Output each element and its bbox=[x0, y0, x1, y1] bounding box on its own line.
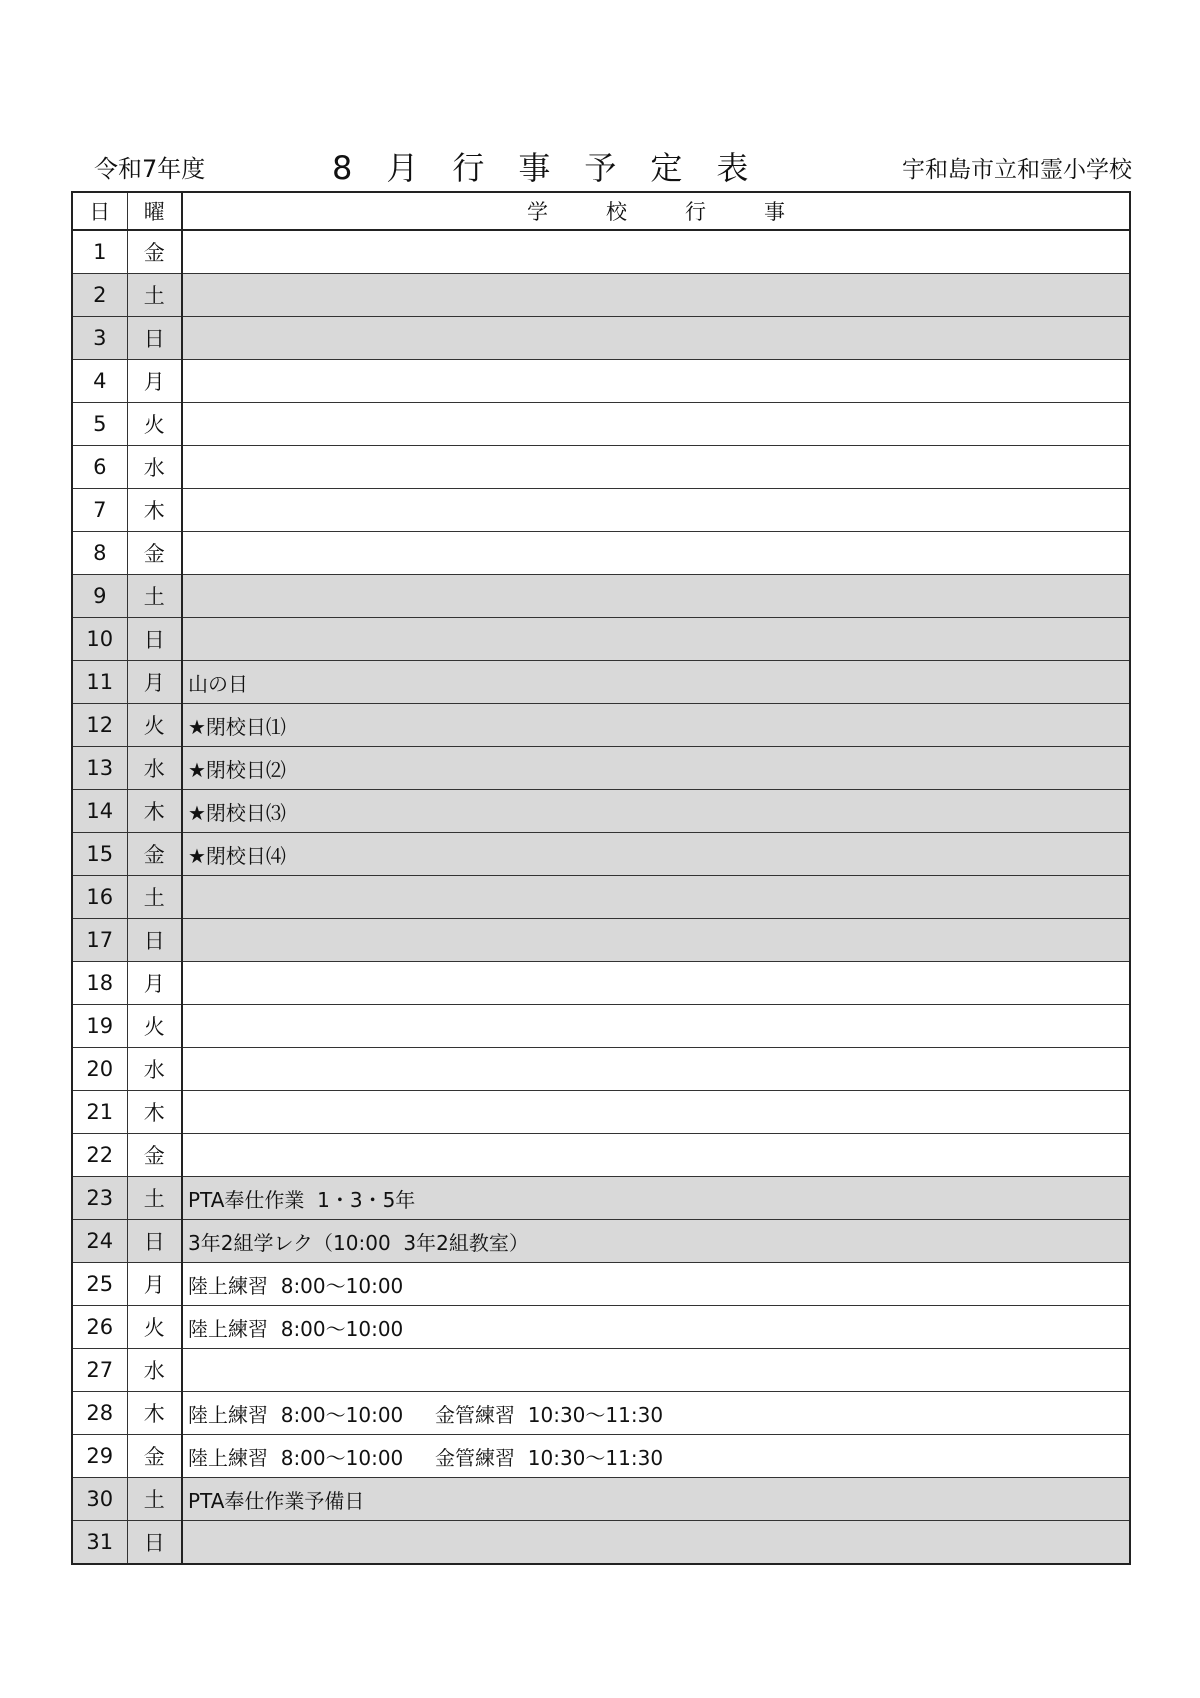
event-cell bbox=[182, 1349, 1130, 1392]
weekday-cell: 土 bbox=[127, 575, 182, 618]
table-row bbox=[72, 962, 1130, 1005]
table-row bbox=[72, 532, 1130, 575]
event-cell bbox=[182, 618, 1130, 661]
weekday-cell: 木 bbox=[127, 1091, 182, 1134]
weekday-cell: 金 bbox=[127, 1435, 182, 1478]
event-cell bbox=[182, 575, 1130, 618]
event-cell bbox=[182, 230, 1130, 274]
weekday-cell: 日 bbox=[127, 317, 182, 360]
event-cell: ★閉校日⑴ bbox=[182, 704, 1130, 747]
event-cell bbox=[182, 1134, 1130, 1177]
table-row bbox=[72, 446, 1130, 489]
day-cell: 3 bbox=[72, 317, 127, 360]
day-cell: 24 bbox=[72, 1220, 127, 1263]
column-header-events: 学校行事 bbox=[182, 192, 1130, 230]
weekday-cell: 火 bbox=[127, 704, 182, 747]
event-cell bbox=[182, 919, 1130, 962]
day-cell: 5 bbox=[72, 403, 127, 446]
weekday-cell: 日 bbox=[127, 618, 182, 661]
day-cell: 7 bbox=[72, 489, 127, 532]
weekday-cell: 月 bbox=[127, 962, 182, 1005]
event-cell: PTA奉仕作業 1・3・5年 bbox=[182, 1177, 1130, 1220]
day-cell: 15 bbox=[72, 833, 127, 876]
weekday-cell: 金 bbox=[127, 230, 182, 274]
day-cell: 16 bbox=[72, 876, 127, 919]
day-cell: 13 bbox=[72, 747, 127, 790]
day-cell: 18 bbox=[72, 962, 127, 1005]
weekday-cell: 火 bbox=[127, 1306, 182, 1349]
table-row bbox=[72, 575, 1130, 618]
day-cell: 14 bbox=[72, 790, 127, 833]
event-cell: 陸上練習 8:00～10:00 金管練習 10:30～11:30 bbox=[182, 1392, 1130, 1435]
event-cell: 山の日 bbox=[182, 661, 1130, 704]
event-cell bbox=[182, 317, 1130, 360]
table-row bbox=[72, 1091, 1130, 1134]
weekday-cell: 日 bbox=[127, 1521, 182, 1565]
table-row bbox=[72, 618, 1130, 661]
table-row bbox=[72, 1263, 1130, 1306]
day-cell: 17 bbox=[72, 919, 127, 962]
day-cell: 23 bbox=[72, 1177, 127, 1220]
event-cell bbox=[182, 446, 1130, 489]
day-cell: 10 bbox=[72, 618, 127, 661]
weekday-cell: 土 bbox=[127, 274, 182, 317]
day-cell: 25 bbox=[72, 1263, 127, 1306]
table-row bbox=[72, 1349, 1130, 1392]
day-cell: 19 bbox=[72, 1005, 127, 1048]
day-cell: 28 bbox=[72, 1392, 127, 1435]
day-cell: 2 bbox=[72, 274, 127, 317]
column-header-day: 日 bbox=[72, 192, 127, 230]
day-cell: 9 bbox=[72, 575, 127, 618]
weekday-cell: 木 bbox=[127, 1392, 182, 1435]
table-row bbox=[72, 919, 1130, 962]
table-row bbox=[72, 360, 1130, 403]
table-row bbox=[72, 1306, 1130, 1349]
table-row bbox=[72, 1177, 1130, 1220]
event-cell: 3年2組学レク（10:00 3年2組教室） bbox=[182, 1220, 1130, 1263]
table-row bbox=[72, 274, 1130, 317]
table-row bbox=[72, 704, 1130, 747]
table-row bbox=[72, 1521, 1130, 1565]
weekday-cell: 月 bbox=[127, 360, 182, 403]
day-cell: 11 bbox=[72, 661, 127, 704]
table-row bbox=[72, 661, 1130, 704]
event-cell: ★閉校日⑵ bbox=[182, 747, 1130, 790]
weekday-cell: 火 bbox=[127, 1005, 182, 1048]
day-cell: 29 bbox=[72, 1435, 127, 1478]
table-row bbox=[72, 833, 1130, 876]
weekday-cell: 水 bbox=[127, 446, 182, 489]
document-header bbox=[72, 143, 1132, 187]
table-header-row bbox=[72, 192, 1130, 230]
table-row bbox=[72, 1392, 1130, 1435]
table-row bbox=[72, 1134, 1130, 1177]
table-row bbox=[72, 230, 1130, 274]
day-cell: 6 bbox=[72, 446, 127, 489]
table-row bbox=[72, 489, 1130, 532]
day-cell: 26 bbox=[72, 1306, 127, 1349]
weekday-cell: 日 bbox=[127, 919, 182, 962]
schedule-table bbox=[71, 191, 1131, 1565]
day-cell: 4 bbox=[72, 360, 127, 403]
weekday-cell: 火 bbox=[127, 403, 182, 446]
event-cell bbox=[182, 1048, 1130, 1091]
table-row bbox=[72, 317, 1130, 360]
event-cell bbox=[182, 403, 1130, 446]
event-cell: ★閉校日⑷ bbox=[182, 833, 1130, 876]
weekday-cell: 金 bbox=[127, 532, 182, 575]
weekday-cell: 土 bbox=[127, 1177, 182, 1220]
table-row bbox=[72, 1220, 1130, 1263]
table-row bbox=[72, 1435, 1130, 1478]
event-cell bbox=[182, 1521, 1130, 1565]
weekday-cell: 金 bbox=[127, 1134, 182, 1177]
table-row bbox=[72, 403, 1130, 446]
event-cell bbox=[182, 962, 1130, 1005]
day-cell: 22 bbox=[72, 1134, 127, 1177]
event-cell bbox=[182, 489, 1130, 532]
weekday-cell: 日 bbox=[127, 1220, 182, 1263]
weekday-cell: 金 bbox=[127, 833, 182, 876]
event-cell: PTA奉仕作業予備日 bbox=[182, 1478, 1130, 1521]
day-cell: 27 bbox=[72, 1349, 127, 1392]
event-cell bbox=[182, 1005, 1130, 1048]
event-cell bbox=[182, 1091, 1130, 1134]
day-cell: 31 bbox=[72, 1521, 127, 1565]
weekday-cell: 木 bbox=[127, 790, 182, 833]
event-cell: 陸上練習 8:00～10:00 金管練習 10:30～11:30 bbox=[182, 1435, 1130, 1478]
weekday-cell: 月 bbox=[127, 661, 182, 704]
page-title: 8月行事予定表 bbox=[332, 149, 783, 187]
table-row bbox=[72, 747, 1130, 790]
event-cell: 陸上練習 8:00～10:00 bbox=[182, 1263, 1130, 1306]
event-cell: 陸上練習 8:00～10:00 bbox=[182, 1306, 1130, 1349]
day-cell: 30 bbox=[72, 1478, 127, 1521]
weekday-cell: 木 bbox=[127, 489, 182, 532]
day-cell: 1 bbox=[72, 230, 127, 274]
weekday-cell: 水 bbox=[127, 747, 182, 790]
weekday-cell: 土 bbox=[127, 1478, 182, 1521]
event-cell bbox=[182, 360, 1130, 403]
weekday-cell: 土 bbox=[127, 876, 182, 919]
event-cell: ★閉校日⑶ bbox=[182, 790, 1130, 833]
school-name: 宇和島市立和霊小学校 bbox=[902, 157, 1132, 183]
table-row bbox=[72, 1048, 1130, 1091]
table-row bbox=[72, 1005, 1130, 1048]
day-cell: 21 bbox=[72, 1091, 127, 1134]
event-cell bbox=[182, 274, 1130, 317]
event-cell bbox=[182, 532, 1130, 575]
table-row bbox=[72, 876, 1130, 919]
day-cell: 12 bbox=[72, 704, 127, 747]
weekday-cell: 水 bbox=[127, 1349, 182, 1392]
day-cell: 8 bbox=[72, 532, 127, 575]
table-row bbox=[72, 1478, 1130, 1521]
event-cell bbox=[182, 876, 1130, 919]
day-cell: 20 bbox=[72, 1048, 127, 1091]
fiscal-year: 令和7年度 bbox=[94, 155, 206, 183]
weekday-cell: 月 bbox=[127, 1263, 182, 1306]
column-header-weekday: 曜 bbox=[127, 192, 182, 230]
weekday-cell: 水 bbox=[127, 1048, 182, 1091]
table-row bbox=[72, 790, 1130, 833]
